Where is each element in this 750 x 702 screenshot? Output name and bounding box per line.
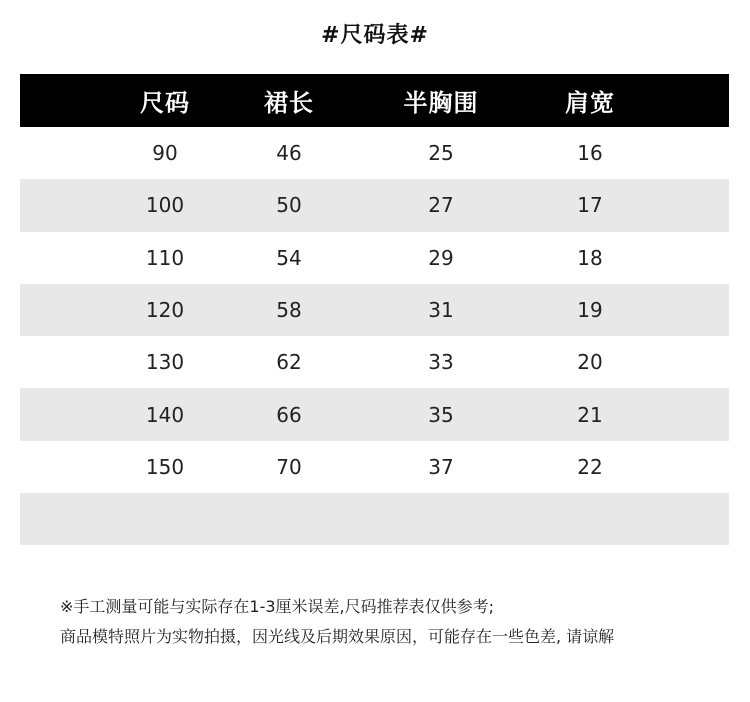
cell-size: 90 [152,141,178,166]
cell-size: 110 [145,245,185,270]
size-chart-table [20,74,729,545]
cell-shoulder-width [530,493,650,545]
cell-skirt-length: 54 [276,245,302,270]
table-row [20,336,729,388]
table-row [20,284,729,336]
cell-half-chest: 25 [428,141,454,166]
cell-size: 100 [145,193,185,218]
cell-size [105,493,225,545]
cell-skirt-length [229,493,349,545]
table-row [20,127,729,179]
table-row [20,232,729,284]
cell-shoulder-width: 16 [577,141,603,166]
cell-half-chest [381,493,501,545]
cell-shoulder-width: 22 [577,454,603,479]
cell-half-chest: 35 [428,402,454,427]
header-skirt-length: 裙长 [264,89,314,117]
table-row [20,441,729,493]
cell-skirt-length: 62 [276,350,302,375]
table-header-row [20,74,729,127]
page-title: #尺码表# [321,23,429,48]
cell-skirt-length: 46 [276,141,302,166]
cell-skirt-length: 58 [276,298,302,323]
cell-half-chest: 29 [428,245,454,270]
header-size: 尺码 [140,89,190,117]
cell-shoulder-width: 18 [577,245,603,270]
note-color-difference: 商品模特照片为实物拍摄，因光线及后期效果原因，可能存在一些色差, 请谅解 [60,627,615,646]
cell-size: 120 [145,298,185,323]
header-half-chest: 半胸围 [403,89,479,117]
cell-shoulder-width: 17 [577,193,603,218]
cell-skirt-length: 70 [276,454,302,479]
cell-size: 130 [145,350,185,375]
cell-skirt-length: 50 [276,193,302,218]
note-measurement: ※手工测量可能与实际存在1-3厘米误差,尺码推荐表仅供参考; [60,597,495,616]
cell-shoulder-width: 21 [577,402,603,427]
cell-skirt-length: 66 [276,402,302,427]
table-row-empty [20,493,729,545]
cell-shoulder-width: 20 [577,350,603,375]
cell-size: 140 [145,402,185,427]
cell-half-chest: 33 [428,350,454,375]
table-row [20,388,729,440]
table-row [20,179,729,231]
cell-half-chest: 37 [428,454,454,479]
cell-shoulder-width: 19 [577,298,603,323]
disclaimer-notes [60,592,740,652]
header-shoulder-width: 肩宽 [565,89,615,117]
cell-size: 150 [145,454,185,479]
cell-half-chest: 27 [428,193,454,218]
cell-half-chest: 31 [428,298,454,323]
